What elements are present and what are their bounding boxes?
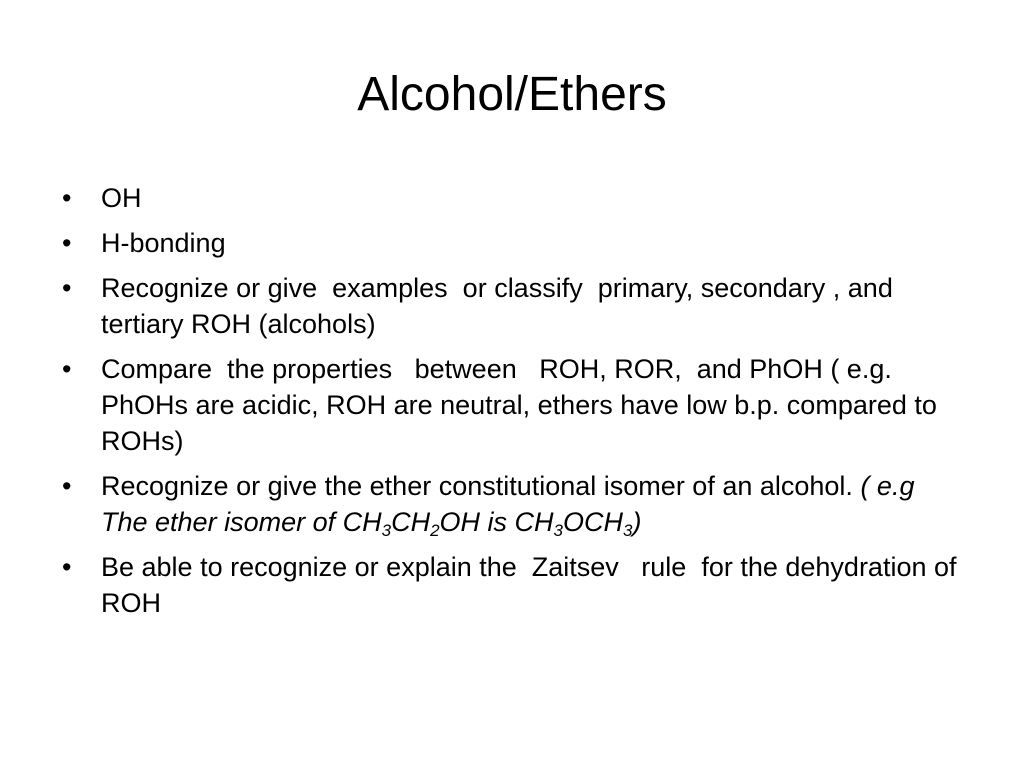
example-part: OCH [563, 507, 624, 537]
bullet-list [56, 180, 971, 630]
example-part: CH [391, 507, 431, 537]
subscript: 3 [623, 521, 633, 540]
subscript: 2 [430, 521, 440, 540]
example-prefix: ( e.g The ether isomer of CH [101, 471, 930, 537]
subscript: 3 [553, 521, 564, 540]
slide-title: Alcohol/Ethers [357, 68, 667, 121]
bullet-item [56, 468, 971, 540]
bullet-dot-icon: • [62, 183, 72, 213]
bullet-item [56, 225, 971, 261]
bullet-text: Compare the properties between ROH, ROR, and PhOH ( e.g. PhOHs are acidic, ROH are neutral, ethers have low b.p. compared to ROHs) [101, 354, 945, 456]
bullet-item [56, 549, 971, 621]
bullet-text: Recognize or give the ether constitutional isomer of an alcohol. [101, 471, 861, 501]
bullet-text: H-bonding [101, 228, 226, 258]
bullet-dot-icon: • [62, 471, 72, 501]
subscript: 3 [381, 521, 392, 540]
bullet-text: Be able to recognize or explain the Zaitsev rule for the dehydration of ROH [101, 552, 965, 618]
bullet-item [56, 270, 971, 342]
bullet-dot-icon: • [62, 354, 72, 384]
example-suffix: ) [632, 507, 642, 537]
bullet-dot-icon: • [62, 273, 72, 303]
example-part: OH is CH [439, 507, 554, 537]
bullet-dot-icon: • [62, 228, 72, 258]
bullet-text: Recognize or give examples or classify primary, secondary , and tertiary ROH (alcohols) [101, 273, 908, 339]
bullet-text: OH [101, 183, 142, 213]
bullet-dot-icon: • [62, 552, 72, 582]
bullet-item [56, 180, 971, 216]
bullet-item [56, 351, 971, 459]
